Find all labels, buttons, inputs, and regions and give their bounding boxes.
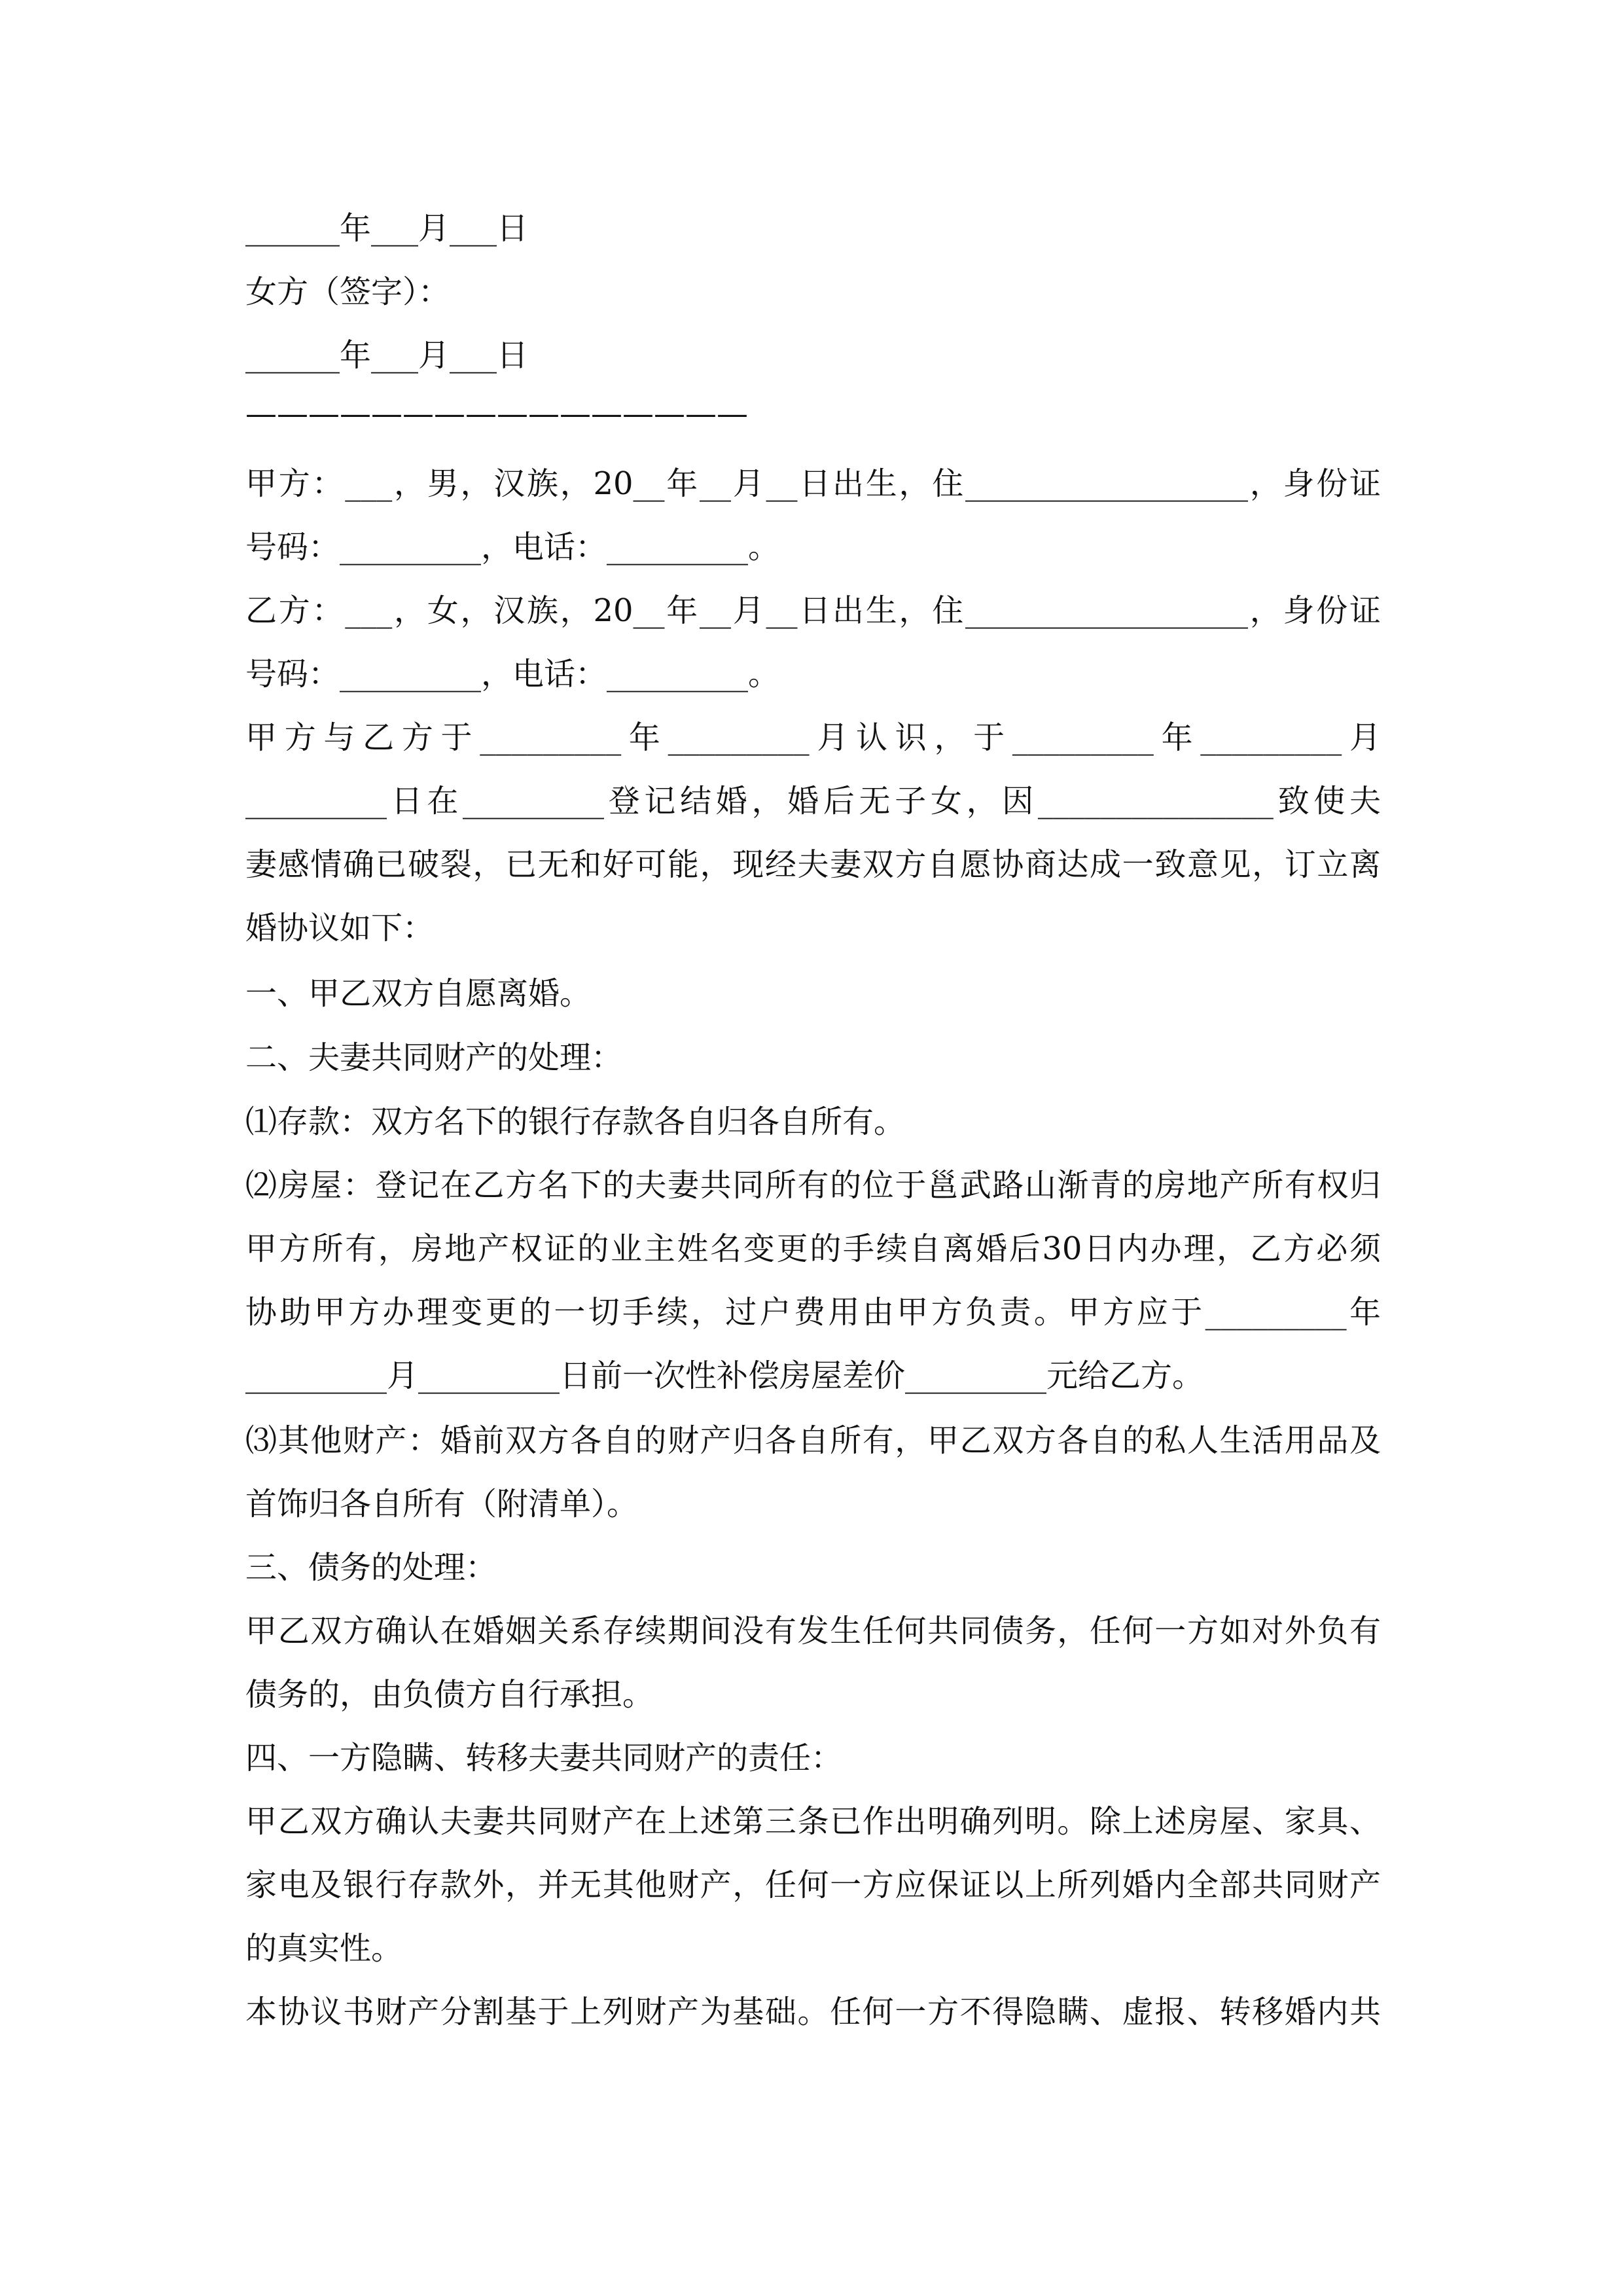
text-line: 的真实性。 — [245, 1930, 403, 1967]
text-line: 甲乙双方确认夫妻共同财产在上述第三条已作出明确列明。除上述房屋、家具、 — [245, 1803, 1381, 1840]
text-line: ______年___月___日 — [245, 337, 529, 374]
text-line: _________日在_________登记结婚，婚后无子女，因_______________致使夫 — [245, 783, 1381, 819]
text-line: 四、一方隐瞒、转移夫妻共同财产的责任： — [245, 1740, 843, 1776]
text-line: 婚协议如下： — [245, 910, 435, 946]
text-line: 妻感情确已破裂，已无和好可能，现经夫妻双方自愿协商达成一致意见，订立离 — [245, 846, 1381, 883]
text-line: 号码：_________，电话：_________。 — [245, 656, 780, 692]
text-line: 一、甲乙双方自愿离婚。 — [245, 975, 592, 1012]
text-line: 乙方：___，女，汉族，20__年__月__日出生，住__________________，身份证 — [245, 592, 1381, 629]
text-line: 甲方所有，房地产权证的业主姓名变更的手续自离婚后30日内办理，乙方必须 — [245, 1230, 1381, 1267]
text-line: ⑵房屋：登记在乙方名下的夫妻共同所有的位于邕武路山渐青的房地产所有权归 — [245, 1167, 1381, 1204]
text-line: 甲方与乙方于_________年_________月认识，于_________年_________月 — [245, 719, 1381, 756]
text-line: 首饰归各自所有（附清单）。 — [245, 1486, 639, 1522]
text-line: 二、夫妻共同财产的处理： — [245, 1039, 623, 1076]
text-line: 女方（签字）： — [245, 274, 450, 310]
text-line: 本协议书财产分割基于上列财产为基础。任何一方不得隐瞒、虚报、转移婚内共 — [245, 1994, 1381, 2030]
text-line: ⑴存款：双方名下的银行存款各自归各自所有。 — [245, 1103, 906, 1140]
text-line: 甲乙双方确认在婚姻关系存续期间没有发生任何共同债务，任何一方如对外负有 — [245, 1613, 1381, 1649]
text-line: ⑶其他财产：婚前双方各自的财产归各自所有，甲乙双方各自的私人生活用品及 — [245, 1422, 1381, 1459]
text-line: ______年___月___日 — [245, 210, 529, 247]
text-line: 三、债务的处理： — [245, 1549, 497, 1586]
text-line: _________月_________日前一次性补偿房屋差价_________元给乙方。 — [245, 1357, 1204, 1394]
text-line: 债务的，由负债方自行承担。 — [245, 1676, 654, 1713]
text-line: 协助甲方办理变更的一切手续，过户费用由甲方负责。甲方应于_________年 — [245, 1294, 1381, 1331]
text-line: 家电及银行存款外，并无其他财产，任何一方应保证以上所列婚内全部共同财产 — [245, 1867, 1381, 1903]
text-line: 甲方：___，男，汉族，20__年__月__日出生，住__________________，身份证 — [245, 465, 1381, 502]
text-line: 号码：_________，电话：_________。 — [245, 529, 780, 565]
separator-line: ———————————————— — [245, 395, 748, 432]
